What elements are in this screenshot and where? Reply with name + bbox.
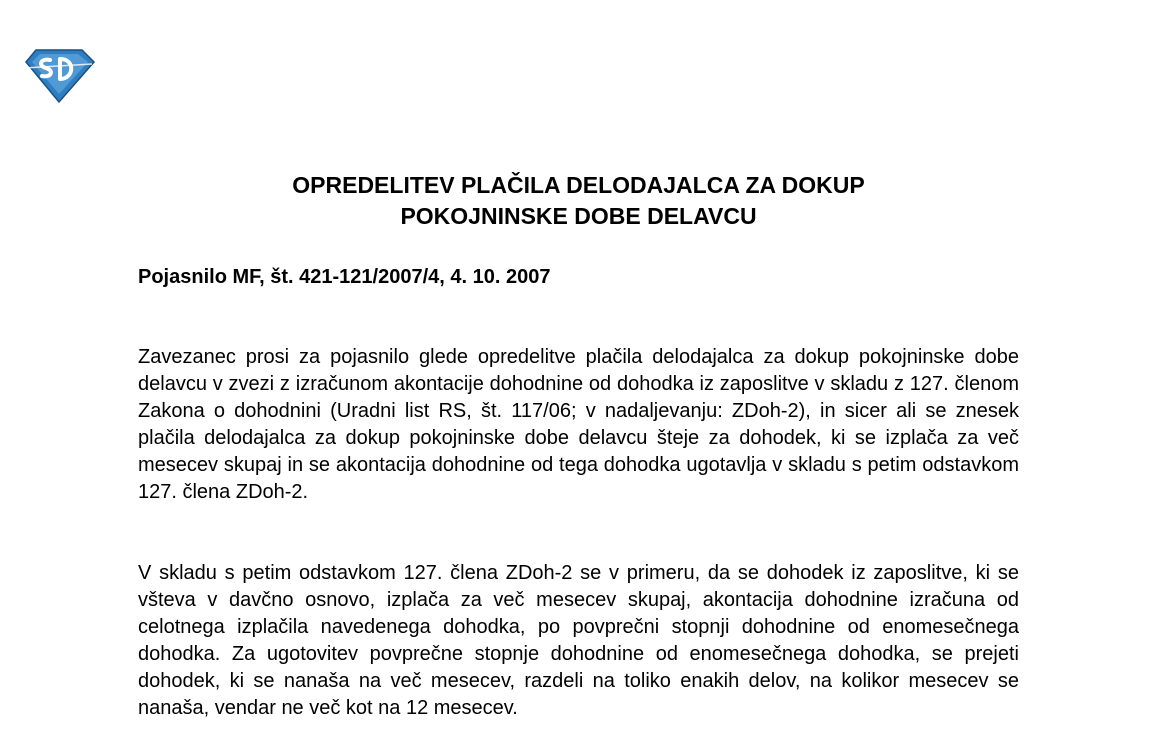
- paragraph-1: Zavezanec prosi za pojasnilo glede opredelitve plačila delodajalca za dokup pokojninske dobe delavcu v zvezi z izračunom akontacije dohodnine od dohodka iz zaposlitve v skladu z 127. členom Zakona o dohodnini (Uradni list RS, št. 117/06; v nadaljevanju: ZDoh-2), in sicer ali se znesek plačila delodajalca za dokup pokojninske dobe delavcu šteje za dohodek, ki se izplača za več mesecev skupaj in se akontacija dohodnine od tega dohodka ugotavlja v skladu s petim odstavkom 127. člena ZDoh-2.: [138, 346, 1019, 503]
- document-title-line1: OPREDELITEV PLAČILA DELODAJALCA ZA DOKUP: [292, 172, 865, 198]
- paragraph-2: V skladu s petim odstavkom 127. člena ZDoh-2 se v primeru, da se dohodek iz zaposlitve, ki se všteva v davčno osnovo, izplača za več mesecev skupaj, akontacija dohodnine izračuna od celotnega izplačila navedenega dohodka, po povprečni stopnji dohodnine od enomesečnega dohodka. Za ugotovitev povprečne stopnje dohodnine od enomesečnega dohodka, se prejeti dohodek, ki se nanaša na več mesecev, razdeli na toliko enakih delov, na kolikor mesecev se nanaša, vendar ne več kot na 12 mesecev.: [138, 562, 1019, 719]
- document-reference: Pojasnilo MF, št. 421-121/2007/4, 4. 10. 2007: [138, 266, 551, 288]
- document-title: [0, 170, 1157, 232]
- sd-diamond-logo-icon: [22, 48, 96, 104]
- document-title-line2: POKOJNINSKE DOBE DELAVCU: [400, 203, 757, 229]
